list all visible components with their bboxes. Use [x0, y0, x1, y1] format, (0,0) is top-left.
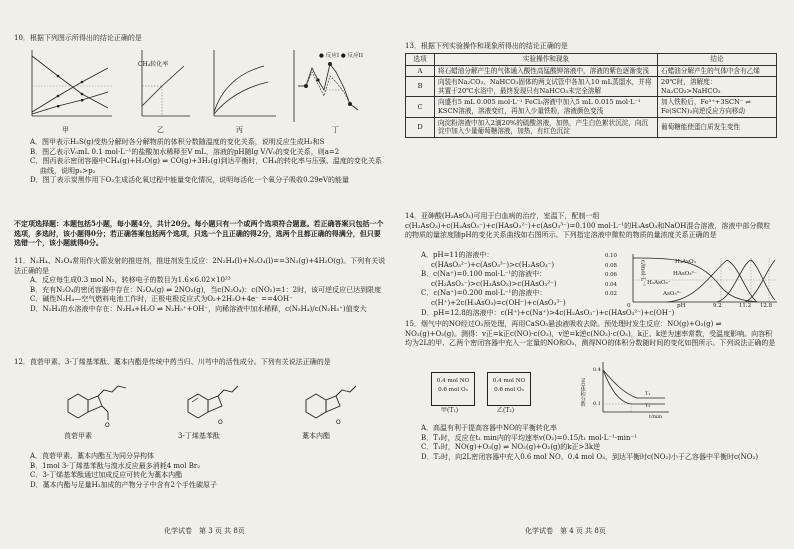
q15-stem: 15．烟气中的NO经过O₃预处理，再用CaSO₃悬浊液吸收去除。预处理时发生反应：NO(g)+O₃(g) ⇌ NO₂(g)+O₂(g)。测得：v正=k正c(NO)·c(O₃)，v逆=k逆c(NO₂)·c(O₂)，k正、k逆为速率常数，受温度影响。向容积均为2L的甲、乙两个密闭容器中充入一定量的NO和O₃，测得NO的体积分数随时间的变化如图所示。下列说法正确的是	[405, 320, 776, 348]
q15-options	[405, 424, 777, 462]
x-tick: 12.8	[760, 303, 773, 309]
q10-options	[14, 138, 386, 186]
species-label: H₂AsO₃⁻	[647, 280, 671, 286]
q15-option-b: B．T₁时，反应在t₁ min内的平均速率v(O₂)=0.15/t₁ mol·L⁻¹·min⁻¹	[421, 433, 638, 442]
structure-1	[54, 380, 134, 436]
q14-option-b: B．c(Na⁺)=0.100 mol·L⁻¹的溶液中：	[421, 270, 547, 279]
x-tick: 9.2	[713, 303, 722, 309]
y-tick: 0.10	[604, 253, 617, 259]
figure-c	[204, 46, 280, 128]
container-b-no: 0.4 mol NO	[492, 378, 526, 384]
q15-curve-label: T₁	[645, 391, 651, 397]
q14-option-a: A．pH=11的溶液中：	[421, 251, 494, 259]
q15-graph-y-label: NO体积分数	[579, 378, 586, 407]
table-row	[406, 97, 777, 117]
table-row	[406, 77, 777, 97]
q15-graph	[591, 360, 671, 418]
structure-2-label: 3-丁烯基苯酞	[178, 432, 220, 440]
container-a	[431, 372, 475, 406]
figure-d-caption: 丁	[332, 126, 339, 134]
q11-option-d: D．N₂H₄的水溶液中存在：N₂H₄+H₂O ⇌ N₂H₅⁺+OH⁻，向稀溶液中加水稀释，c(N₂H₄)/c(N₂H₅⁺)值变大	[30, 304, 367, 313]
q15-option-d: D．T₂时，向2L密闭容器中充入0.6 mol NO、0.4 mol O₃，到达平衡时c(NO₂)小于乙容器中平衡时c(NO₂)	[421, 452, 759, 461]
q12-option-c: C．3-丁烯基苯酞通过加成反应可转化为藁本内酯	[30, 471, 183, 480]
left-footer: 化学试卷 第 3 页 共 8页	[164, 527, 245, 535]
q15-option-c: C．T₁时，NO(g)+O₃(g) ⇌ NO₂(g)+O₂(g)的k正>3k逆	[421, 443, 601, 452]
q11-option-a: A．反应每生成0.3 mol N₂，转移电子的数目为1.6×6.02×10²³	[30, 276, 231, 285]
table-header-cell: 结论	[658, 54, 777, 66]
q14-option-c: C．c(Na⁺)=0.200 mol·L⁻¹的溶液中：	[421, 289, 547, 298]
q12-option-b: B．1mol 3-丁烯基苯酞与溴水反应最多消耗4 mol Br₂	[30, 461, 201, 470]
container-a-no: 0.4 mol NO	[436, 378, 470, 384]
q10-option-d: D．图丁表示炭黑作用下O₂生成活化氧过程中能量变化情况，说明每活化一个氧分子吸收0.29eV的能量	[30, 176, 349, 185]
section-notice: 不定项选择题：本题包括5小题，每小题4分，共计20分。每小题只有一个或两个选项符合题意。若正确答案只包括一个选项，多选时，该小题得0分；若正确答案包括两个选项，只选一个且正确的得2分，选两个且都正确的得满分，但只要选错一个，该小题就得0分。	[14, 219, 384, 248]
x-tick: 11.2	[739, 303, 752, 309]
right-footer: 化学试卷 第 4 页 共 8页	[525, 527, 606, 535]
q14-stem: 14．亚砷酸(H₃AsO₃)可用于白血病的治疗，室温下，配制一组c(H₃AsO₃)+c(H₂AsO₃⁻)+c(HAsO₃²⁻)+c(AsO₃³⁻)=0.100 mol·L⁻¹的H₃AsO₃和NaOH混合溶液，溶液中部分微粒的物质的量浓度随pH的变化关系曲线如右图所示。下列指定溶液中微粒的物质的量浓度关系正确的是	[405, 212, 771, 240]
figure-d-legend: ● 反应I ● 反应II	[319, 53, 364, 59]
figure-b-caption: 乙	[157, 126, 164, 134]
q11	[14, 257, 386, 315]
q14-option-c-expr: c(H⁺)+2c(H₃AsO₃)=c(OH⁻)+c(AsO₃³⁻)	[431, 298, 566, 307]
table-header-cell: 选项	[406, 54, 435, 66]
q15-curve-label: T₂	[645, 403, 651, 409]
table-cell: 向装有Na₂CO₃、NaHCO₃固体的两支试管中各加入10 mL蒸馏水，并将其置于20℃水浴中，最终发现只有NaHCO₃未完全溶解	[435, 77, 658, 97]
y-tick: 0.04	[604, 281, 617, 288]
svg-text:O: O	[105, 422, 110, 429]
q12-structures	[14, 380, 386, 450]
q14-graph-y-label: c/mol·L⁻¹	[639, 260, 646, 287]
q15-graph-x-label: t/min	[649, 414, 663, 420]
container-a-o3: 0.6 mol O₃	[438, 387, 468, 393]
species-label: H₃AsO₃	[675, 259, 696, 265]
q14-graph-y-ticks	[595, 252, 617, 300]
q11-stem: 11．N₂H₄、N₂O₄常用作火箭发射的推进剂，推进剂发生反应：2N₂H₄(l)+N₂O₄(l)==3N₂(g)+4H₂O(g)。下列有关说法正确的是	[14, 257, 386, 275]
y-tick-zero: 0	[627, 303, 631, 309]
table-cell: C	[406, 97, 435, 117]
container-b	[487, 372, 531, 406]
table-row	[406, 117, 777, 137]
q11-option-b: B．充有N₂O₄的密闭容器中存在：N₂O₄(g) ⇌ 2NO₂(g)，当c(N₂O₄)：c(NO₂)=1：2时，该可逆反应已达到限度	[30, 285, 382, 294]
table-cell: A	[406, 65, 435, 77]
figure-c-caption: 丙	[236, 126, 243, 134]
container-a-caption: 甲(T₁)	[441, 407, 459, 414]
figure-a	[18, 46, 116, 128]
q10-option-b: B．图乙表示V₀mL 0.1 mol·L⁻¹的盐酸加水稀释至V mL，溶液的pH随lg V/V₀的变化关系，则a=2	[30, 147, 340, 156]
table-cell: 20℃时，溶解度：Na₂CO₃>NaHCO₃	[658, 77, 777, 97]
table-cell: 葡萄糖能使蛋白质发生变性	[658, 117, 777, 137]
q14-option-b-expr: c(H₂AsO₃⁻)>c(H₃AsO₃)>c(HAsO₃²⁻)	[431, 279, 557, 288]
q13-table	[405, 53, 777, 138]
q15-graph-tick: 0.4	[593, 367, 601, 373]
q12-option-d: D．藁本内酯与足量H₂加成的产物分子中含有2个手性碳原子	[30, 480, 217, 489]
x-axis-label: pH	[677, 303, 686, 309]
q11-option-c: C．碱性N₂H₄—空气燃料电池工作时，正极电极反应式为O₂+2H₂O+4e⁻ ==4OH⁻	[30, 295, 293, 304]
y-tick: 0.06	[604, 272, 617, 279]
table-header-cell: 实验操作和现象	[435, 54, 658, 66]
structure-1-label: 莨菪甲素	[64, 432, 92, 440]
table-row	[406, 65, 777, 77]
q13-stem: 13．根据下列实验操作和现象所得出的结论正确的是	[405, 42, 568, 50]
table-cell: B	[406, 77, 435, 97]
table-cell: 向淀粉溶液中加入2滴20%的硫酸溶液，加热，产生白色絮状沉淀，向沉淀中加入少量葡萄糖溶液，加热，有红色沉淀	[435, 117, 658, 137]
q12-options	[14, 452, 386, 490]
y-tick: 0.08	[604, 262, 617, 269]
y-tick: 0.02	[604, 291, 617, 298]
q14-option-d: D．pH=12.8的溶液中：c(H⁺)+c(Na⁺)>4c(H₂AsO₃⁻)+c(HAsO₃²⁻)+c(OH⁻)	[421, 309, 675, 317]
table-cell: 加入铁粉后，Fe³⁺+3SCN⁻ ⇌ Fe(SCN)₃向逆反应方向移动	[658, 97, 777, 117]
q12-option-a: A．莨菪甲素、藁本内酯互为同分异构体	[30, 452, 155, 460]
table-cell: D	[406, 117, 435, 137]
q15-option-a: A．高温有利于提高容器中NO的平衡转化率	[421, 424, 557, 432]
q14-option-a-expr: c(HAsO₃²⁻)+c(AsO₃³⁻)>c(H₂AsO₃⁻)	[431, 260, 555, 269]
right-page	[405, 0, 781, 549]
species-label: AsO₃³⁻	[663, 291, 682, 297]
table-cell: 石蜡油分解产生的气体中含有乙烯	[658, 65, 777, 77]
q14-options	[405, 251, 605, 309]
container-b-o3: 0.6 mol O₃	[494, 387, 524, 393]
svg-text:O: O	[218, 419, 223, 426]
species-label: HAsO₃²⁻	[673, 271, 697, 277]
table-cell: 将石蜡油分解产生的气体通入酸性高锰酸钾溶液中，溶液的紫色逐渐变浅	[435, 65, 658, 77]
figure-b-label: CH₄转化率	[138, 61, 169, 68]
svg-text:O: O	[336, 419, 341, 426]
q10-option-a: A．图甲表示H₂S(g)受热分解时各分解物质的体积分数随温度的变化关系，说明反应生成H₂和S	[30, 138, 325, 146]
q10-figures	[14, 46, 386, 132]
q15-containers	[431, 372, 581, 416]
q15-graph-tick: 0.1	[593, 401, 601, 407]
figure-a-caption: 甲	[62, 126, 69, 134]
q10-option-c: C．图丙表示密闭容器中CH₄(g)+H₂O(g) ⇌ CO(g)+3H₂(g)到达平衡时，CH₄的转化率与压强、温度的变化关系曲线，说明p₁>p₂	[30, 157, 382, 175]
structure-3-label: 藁本内酯	[302, 432, 330, 440]
left-page	[14, 0, 386, 549]
q10-stem: 10．根据下列图示所得出的结论正确的是	[14, 34, 142, 42]
container-b-caption: 乙(T₂)	[497, 407, 515, 414]
q12-stem: 12．莨菪甲素、3-丁烯基苯酞、藁本内酯是传统中药当归、川芎中的活性成分。下列有关说法正确的是	[14, 358, 331, 366]
table-cell: 向盛有5 mL 0.005 mol·L⁻¹ FeCl₃溶液中加入5 mL 0.015 mol·L⁻¹ KSCN溶液，溶液变红，再加入少量铁粉，溶液颜色变浅	[435, 97, 658, 117]
structure-3	[292, 380, 372, 436]
table-header-row	[406, 54, 777, 66]
structure-2	[174, 380, 254, 436]
figure-b	[132, 46, 194, 128]
